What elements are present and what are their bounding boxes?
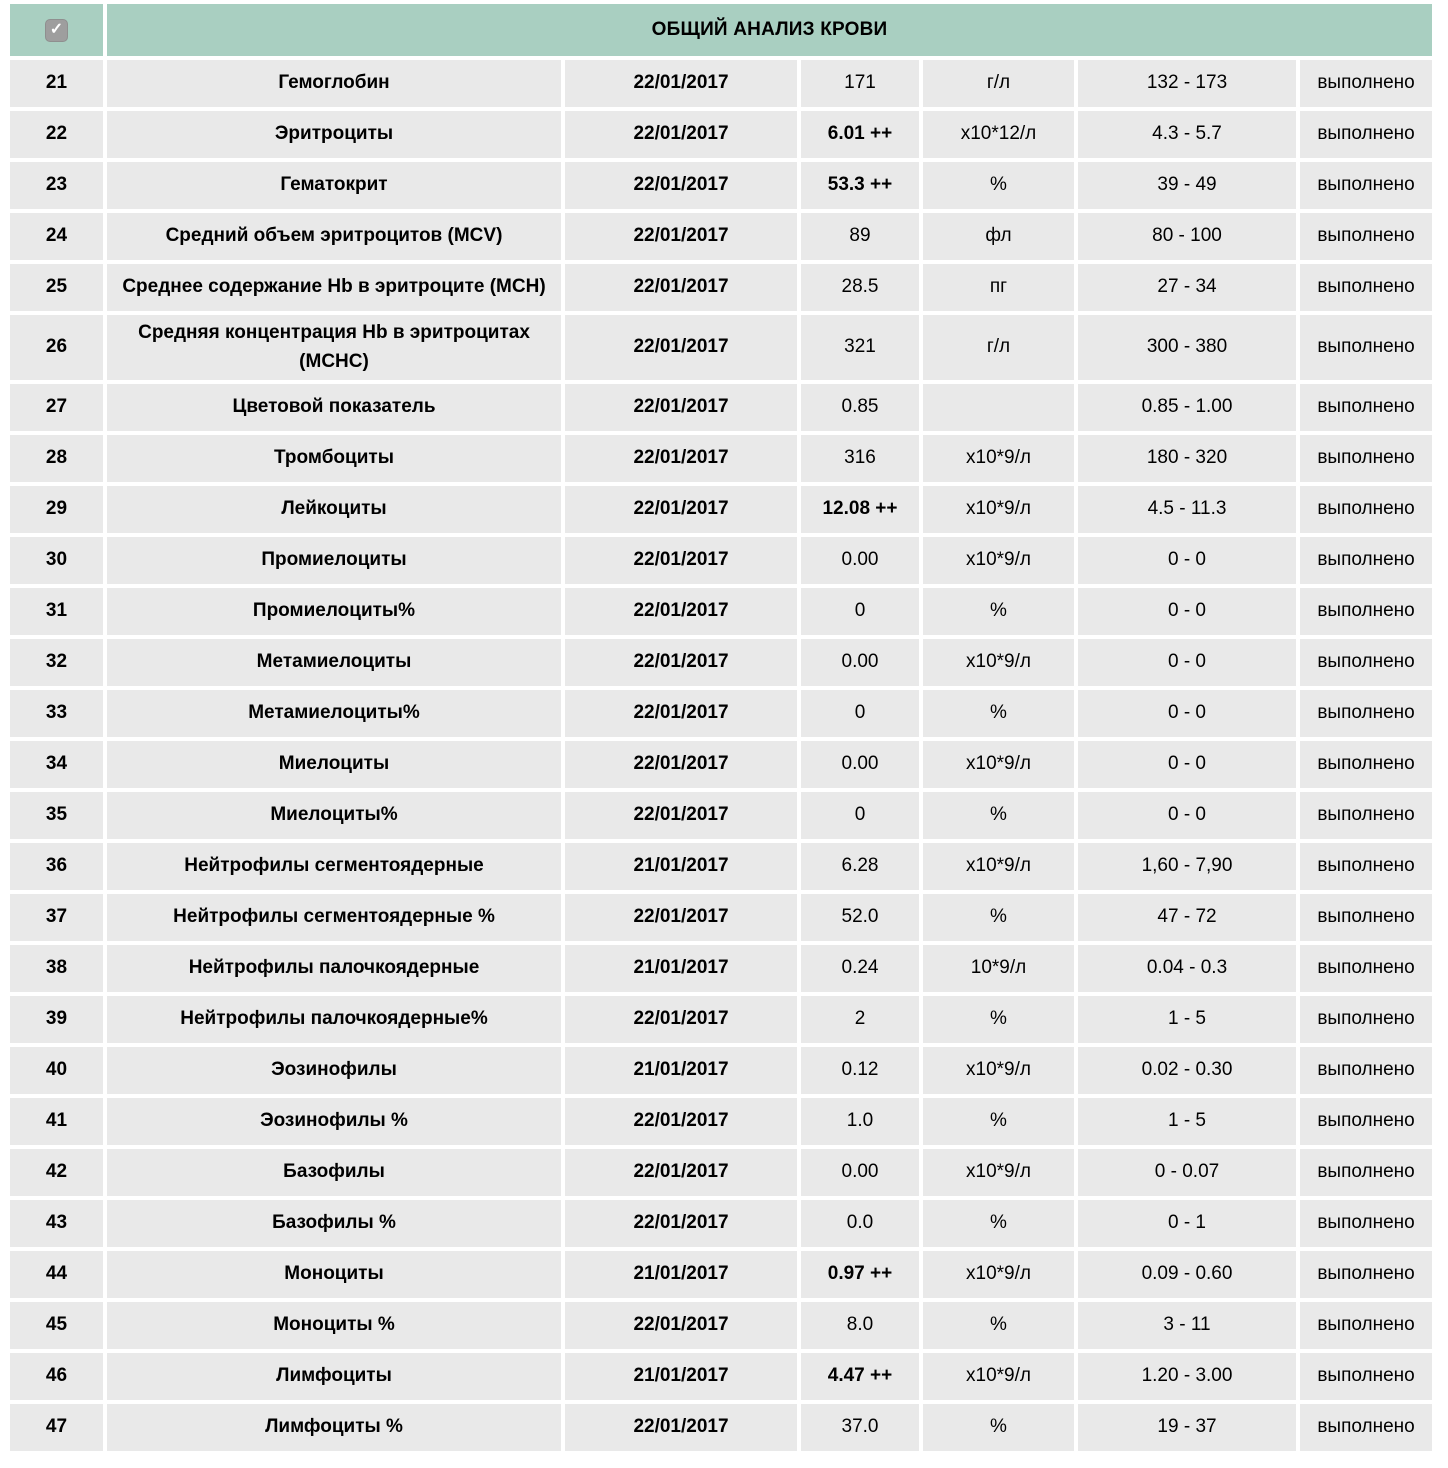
test-name: Лейкоциты — [107, 486, 561, 533]
table-row — [10, 843, 1432, 890]
test-value: 52.0 — [801, 894, 919, 941]
test-value: 6.28 — [801, 843, 919, 890]
test-unit: г/л — [923, 315, 1074, 380]
test-unit: х10*12/л — [923, 111, 1074, 158]
test-unit: % — [923, 1302, 1074, 1349]
test-name: Базофилы — [107, 1149, 561, 1196]
test-unit: % — [923, 162, 1074, 209]
test-unit: х10*9/л — [923, 741, 1074, 788]
test-unit: % — [923, 690, 1074, 737]
table-row — [10, 315, 1432, 380]
test-name: Метамиелоциты — [107, 639, 561, 686]
reference-range: 1,60 - 7,90 — [1078, 843, 1296, 890]
table-row — [10, 384, 1432, 431]
test-value: 0.24 — [801, 945, 919, 992]
test-value: 1.0 — [801, 1098, 919, 1145]
reference-range: 4.3 - 5.7 — [1078, 111, 1296, 158]
test-unit: % — [923, 792, 1074, 839]
test-date: 22/01/2017 — [565, 315, 797, 380]
blood-test-table — [6, 0, 1436, 1455]
test-value: 4.47 ++ — [801, 1353, 919, 1400]
test-date: 22/01/2017 — [565, 264, 797, 311]
status-label: выполнено — [1300, 1251, 1432, 1298]
reference-range: 1.20 - 3.00 — [1078, 1353, 1296, 1400]
table-row — [10, 60, 1432, 107]
test-date: 22/01/2017 — [565, 60, 797, 107]
test-date: 22/01/2017 — [565, 894, 797, 941]
test-value: 0 — [801, 690, 919, 737]
status-label: выполнено — [1300, 894, 1432, 941]
header-checkbox-cell — [10, 4, 103, 56]
test-name: Нейтрофилы палочкоядерные — [107, 945, 561, 992]
status-label: выполнено — [1300, 1353, 1432, 1400]
test-value: 89 — [801, 213, 919, 260]
reference-range: 180 - 320 — [1078, 435, 1296, 482]
test-date: 21/01/2017 — [565, 1047, 797, 1094]
status-label: выполнено — [1300, 1098, 1432, 1145]
row-number: 46 — [10, 1353, 103, 1400]
test-name: Промиелоциты% — [107, 588, 561, 635]
test-value: 0.85 — [801, 384, 919, 431]
status-label: выполнено — [1300, 1200, 1432, 1247]
status-label: выполнено — [1300, 945, 1432, 992]
test-date: 22/01/2017 — [565, 639, 797, 686]
reference-range: 0 - 0 — [1078, 537, 1296, 584]
status-label: выполнено — [1300, 486, 1432, 533]
test-date: 22/01/2017 — [565, 996, 797, 1043]
test-date: 22/01/2017 — [565, 213, 797, 260]
reference-range: 0 - 1 — [1078, 1200, 1296, 1247]
test-unit: х10*9/л — [923, 1353, 1074, 1400]
status-label: выполнено — [1300, 213, 1432, 260]
row-number: 29 — [10, 486, 103, 533]
test-unit — [923, 384, 1074, 431]
reference-range: 3 - 11 — [1078, 1302, 1296, 1349]
test-date: 22/01/2017 — [565, 1404, 797, 1451]
test-name: Гематокрит — [107, 162, 561, 209]
table-header-row — [10, 4, 1432, 56]
status-label: выполнено — [1300, 435, 1432, 482]
test-unit: х10*9/л — [923, 537, 1074, 584]
test-unit: фл — [923, 213, 1074, 260]
row-number: 33 — [10, 690, 103, 737]
test-name: Лимфоциты % — [107, 1404, 561, 1451]
test-unit: х10*9/л — [923, 843, 1074, 890]
status-label: выполнено — [1300, 1149, 1432, 1196]
test-date: 22/01/2017 — [565, 588, 797, 635]
test-value: 8.0 — [801, 1302, 919, 1349]
status-label: выполнено — [1300, 792, 1432, 839]
row-number: 45 — [10, 1302, 103, 1349]
test-value: 316 — [801, 435, 919, 482]
reference-range: 0 - 0 — [1078, 639, 1296, 686]
test-name: Моноциты % — [107, 1302, 561, 1349]
status-label: выполнено — [1300, 843, 1432, 890]
test-date: 22/01/2017 — [565, 690, 797, 737]
test-value: 28.5 — [801, 264, 919, 311]
status-label: выполнено — [1300, 639, 1432, 686]
status-label: выполнено — [1300, 162, 1432, 209]
row-number: 30 — [10, 537, 103, 584]
test-date: 22/01/2017 — [565, 111, 797, 158]
reference-range: 0 - 0 — [1078, 741, 1296, 788]
reference-range: 0 - 0.07 — [1078, 1149, 1296, 1196]
table-row — [10, 996, 1432, 1043]
reference-range: 4.5 - 11.3 — [1078, 486, 1296, 533]
table-row — [10, 1200, 1432, 1247]
reference-range: 0 - 0 — [1078, 792, 1296, 839]
test-name: Гемоглобин — [107, 60, 561, 107]
test-date: 21/01/2017 — [565, 945, 797, 992]
status-label: выполнено — [1300, 1047, 1432, 1094]
table-row — [10, 639, 1432, 686]
select-all-checkbox[interactable] — [45, 19, 68, 42]
test-value: 0.00 — [801, 741, 919, 788]
row-number: 32 — [10, 639, 103, 686]
test-unit: % — [923, 588, 1074, 635]
test-name: Эозинофилы % — [107, 1098, 561, 1145]
test-unit: х10*9/л — [923, 639, 1074, 686]
status-label: выполнено — [1300, 384, 1432, 431]
row-number: 27 — [10, 384, 103, 431]
table-row — [10, 1404, 1432, 1451]
test-date: 21/01/2017 — [565, 1353, 797, 1400]
table-row — [10, 1047, 1432, 1094]
test-date: 22/01/2017 — [565, 162, 797, 209]
status-label: выполнено — [1300, 111, 1432, 158]
test-date: 22/01/2017 — [565, 1149, 797, 1196]
table-row — [10, 1302, 1432, 1349]
test-unit: х10*9/л — [923, 435, 1074, 482]
test-value: 0 — [801, 792, 919, 839]
test-unit: х10*9/л — [923, 1149, 1074, 1196]
row-number: 25 — [10, 264, 103, 311]
table-row — [10, 1098, 1432, 1145]
reference-range: 27 - 34 — [1078, 264, 1296, 311]
test-date: 22/01/2017 — [565, 1200, 797, 1247]
test-date: 22/01/2017 — [565, 384, 797, 431]
test-name: Нейтрофилы сегментоядерные % — [107, 894, 561, 941]
status-label: выполнено — [1300, 537, 1432, 584]
reference-range: 1 - 5 — [1078, 996, 1296, 1043]
test-value: 0.97 ++ — [801, 1251, 919, 1298]
test-name: Промиелоциты — [107, 537, 561, 584]
reference-range: 0.85 - 1.00 — [1078, 384, 1296, 431]
reference-range: 19 - 37 — [1078, 1404, 1296, 1451]
status-label: выполнено — [1300, 315, 1432, 380]
status-label: выполнено — [1300, 1302, 1432, 1349]
table-row — [10, 264, 1432, 311]
test-date: 22/01/2017 — [565, 792, 797, 839]
table-row — [10, 588, 1432, 635]
status-label: выполнено — [1300, 996, 1432, 1043]
reference-range: 0 - 0 — [1078, 588, 1296, 635]
row-number: 42 — [10, 1149, 103, 1196]
row-number: 35 — [10, 792, 103, 839]
table-title: ОБЩИЙ АНАЛИЗ КРОВИ — [107, 4, 1432, 56]
table-row — [10, 435, 1432, 482]
test-unit: х10*9/л — [923, 1251, 1074, 1298]
row-number: 41 — [10, 1098, 103, 1145]
reference-range: 0.04 - 0.3 — [1078, 945, 1296, 992]
test-date: 22/01/2017 — [565, 486, 797, 533]
table-row — [10, 690, 1432, 737]
row-number: 23 — [10, 162, 103, 209]
test-date: 22/01/2017 — [565, 537, 797, 584]
table-row — [10, 1251, 1432, 1298]
test-value: 6.01 ++ — [801, 111, 919, 158]
status-label: выполнено — [1300, 264, 1432, 311]
status-label: выполнено — [1300, 741, 1432, 788]
table-row — [10, 537, 1432, 584]
row-number: 43 — [10, 1200, 103, 1247]
test-name: Эритроциты — [107, 111, 561, 158]
test-unit: х10*9/л — [923, 1047, 1074, 1094]
test-name: Эозинофилы — [107, 1047, 561, 1094]
row-number: 47 — [10, 1404, 103, 1451]
test-value: 53.3 ++ — [801, 162, 919, 209]
test-unit: % — [923, 1200, 1074, 1247]
test-name: Лимфоциты — [107, 1353, 561, 1400]
row-number: 39 — [10, 996, 103, 1043]
test-unit: пг — [923, 264, 1074, 311]
row-number: 36 — [10, 843, 103, 890]
row-number: 34 — [10, 741, 103, 788]
test-value: 0 — [801, 588, 919, 635]
test-name: Нейтрофилы палочкоядерные% — [107, 996, 561, 1043]
reference-range: 132 - 173 — [1078, 60, 1296, 107]
test-date: 22/01/2017 — [565, 435, 797, 482]
test-name: Среднее содержание Hb в эритроците (MCH) — [107, 264, 561, 311]
test-unit: 10*9/л — [923, 945, 1074, 992]
test-unit: х10*9/л — [923, 486, 1074, 533]
test-date: 22/01/2017 — [565, 741, 797, 788]
test-value: 0.00 — [801, 537, 919, 584]
row-number: 26 — [10, 315, 103, 380]
test-value: 37.0 — [801, 1404, 919, 1451]
test-name: Миелоциты% — [107, 792, 561, 839]
test-date: 21/01/2017 — [565, 843, 797, 890]
test-unit: % — [923, 1098, 1074, 1145]
reference-range: 0.02 - 0.30 — [1078, 1047, 1296, 1094]
test-unit: г/л — [923, 60, 1074, 107]
row-number: 37 — [10, 894, 103, 941]
table-row — [10, 741, 1432, 788]
test-value: 0.0 — [801, 1200, 919, 1247]
table-row — [10, 945, 1432, 992]
row-number: 21 — [10, 60, 103, 107]
test-date: 21/01/2017 — [565, 1251, 797, 1298]
row-number: 22 — [10, 111, 103, 158]
table-row — [10, 162, 1432, 209]
test-name: Тромбоциты — [107, 435, 561, 482]
test-value: 171 — [801, 60, 919, 107]
status-label: выполнено — [1300, 1404, 1432, 1451]
reference-range: 39 - 49 — [1078, 162, 1296, 209]
row-number: 24 — [10, 213, 103, 260]
reference-range: 47 - 72 — [1078, 894, 1296, 941]
test-unit: % — [923, 996, 1074, 1043]
test-name: Средняя концентрация Hb в эритроцитах (MCHC) — [107, 315, 561, 380]
test-name: Базофилы % — [107, 1200, 561, 1247]
reference-range: 0.09 - 0.60 — [1078, 1251, 1296, 1298]
test-value: 2 — [801, 996, 919, 1043]
test-name: Нейтрофилы сегментоядерные — [107, 843, 561, 890]
checkmark-icon: ✓ — [49, 21, 64, 38]
row-number: 31 — [10, 588, 103, 635]
table-row — [10, 486, 1432, 533]
table-row — [10, 1149, 1432, 1196]
test-value: 0.00 — [801, 639, 919, 686]
test-name: Метамиелоциты% — [107, 690, 561, 737]
test-name: Цветовой показатель — [107, 384, 561, 431]
row-number: 38 — [10, 945, 103, 992]
table-row — [10, 213, 1432, 260]
reference-range: 80 - 100 — [1078, 213, 1296, 260]
status-label: выполнено — [1300, 60, 1432, 107]
test-date: 22/01/2017 — [565, 1098, 797, 1145]
test-name: Моноциты — [107, 1251, 561, 1298]
test-unit: % — [923, 1404, 1074, 1451]
test-unit: % — [923, 894, 1074, 941]
test-date: 22/01/2017 — [565, 1302, 797, 1349]
table-row — [10, 111, 1432, 158]
test-name: Средний объем эритроцитов (MCV) — [107, 213, 561, 260]
test-value: 0.12 — [801, 1047, 919, 1094]
reference-range: 1 - 5 — [1078, 1098, 1296, 1145]
reference-range: 300 - 380 — [1078, 315, 1296, 380]
table-row — [10, 1353, 1432, 1400]
reference-range: 0 - 0 — [1078, 690, 1296, 737]
row-number: 40 — [10, 1047, 103, 1094]
table-row — [10, 792, 1432, 839]
test-value: 12.08 ++ — [801, 486, 919, 533]
test-value: 0.00 — [801, 1149, 919, 1196]
row-number: 44 — [10, 1251, 103, 1298]
row-number: 28 — [10, 435, 103, 482]
test-value: 321 — [801, 315, 919, 380]
test-name: Миелоциты — [107, 741, 561, 788]
status-label: выполнено — [1300, 588, 1432, 635]
status-label: выполнено — [1300, 690, 1432, 737]
table-row — [10, 894, 1432, 941]
